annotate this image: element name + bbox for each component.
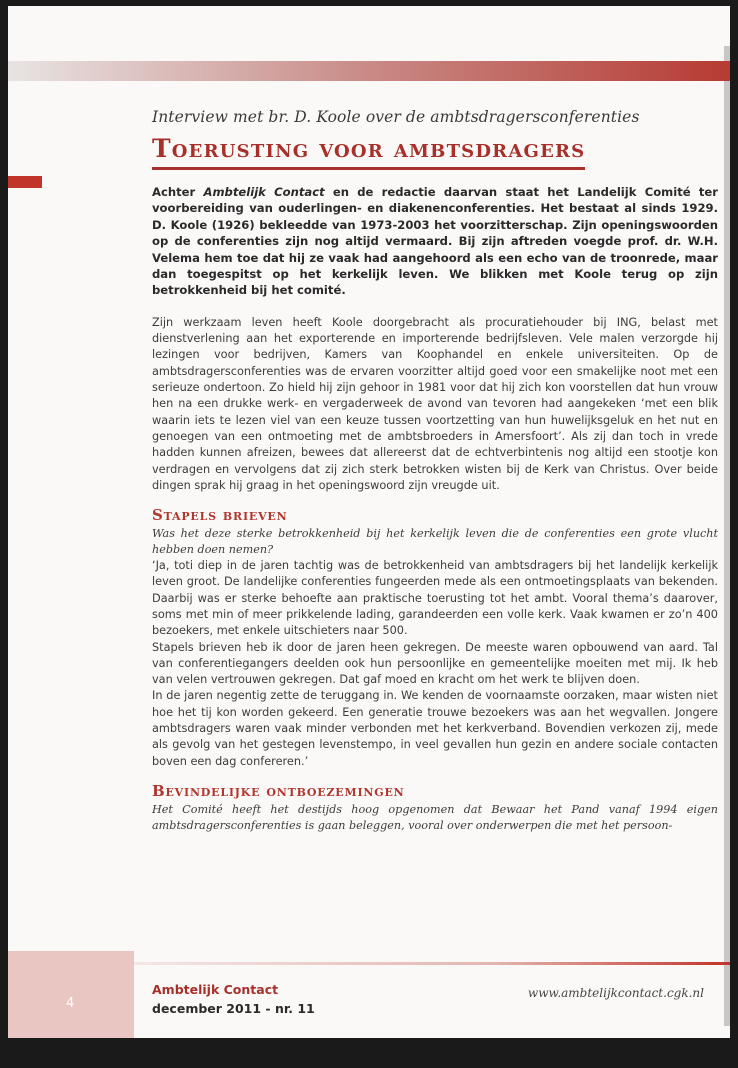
- magazine-page: [8, 6, 730, 1038]
- title-text: Toerusting voor ambtsdragers: [152, 134, 586, 163]
- article-title: [152, 134, 585, 170]
- article-kicker: Interview met br. D. Koole over de ambtsdragersconferenties: [152, 108, 640, 126]
- footer-issue: december 2011 - nr. 11: [152, 1001, 315, 1016]
- lead-magazine-name: Ambtelijk Contact: [203, 185, 325, 199]
- footer-rule: [134, 962, 730, 965]
- page-edge-shadow: [724, 46, 730, 1026]
- section-heading-bevindelijke: [152, 782, 718, 800]
- lead-text-end: en de redactie daarvan staat het Landelijk Comité ter voorbereiding van ouderlingen- en diakenenconferenties. Het bestaat al sinds 1929. D. Koole (1926) bekleedde van 1973-2003 het voorzitterschap. Zijn openingswoorden op de conferenties zijn nog altijd vermaard. Bij zijn aftreden voegde prof. dr. W.H. Velema hem toe dat hij ze vaak had aangehoord als een echo van de troonrede, maar dan toegespitst op het kerkelijk leven. We blikken met Koole terug op zijn betrokkenheid bij het comité.: [152, 185, 719, 298]
- decorative-left-mark: [8, 176, 42, 188]
- section1-heading-text: Stapels brieven: [152, 506, 288, 525]
- footer-masthead: [152, 982, 315, 1016]
- interview-question-1: Was het deze sterke betrokkenheid bij het kerkelijk leven die de conferenties een grote vlucht hebben doen nemen?: [152, 527, 718, 557]
- section2-heading-text: Bevindelijke ontboezemingen: [152, 781, 405, 800]
- section-heading-stapels-brieven: [152, 506, 718, 524]
- decorative-top-band: [8, 61, 730, 81]
- footer-brand: Ambtelijk Contact: [152, 982, 279, 997]
- page-number: 4: [66, 996, 75, 1011]
- article-intro: Zijn werkzaam leven heeft Koole doorgebracht als procuratiehouder bij ING, belast met dienstverlening aan het exporterende en importerende bedrijfsleven. Vele malen verzorgde hij lezingen voor bedrijven, Kamers van Koophandel en enkele universiteiten. Op de ambtsdragersconferenties was de ervaren voorzitter altijd goed voor een smakelijke noot met een serieuze ondertoon. Zo hield hij zijn gehoor in 1981 voor dat hij zich kon voorstellen dat hun vrouw hen na een drukke werk- en vergaderweek de avond van tevoren had aangekeken ‘met een blik waarin iets te lezen viel van een keuze tussen voortzetting van hun huwelijksgeluk en het nut en genoegen van een ontmoeting met de ambtsbroeders in Amersfoort’. Als zij dan toch in vrede hadden kunnen afreizen, bewees dat allereerst dat de echtverbintenis nog altijd een stootje kon verdragen en vervolgens dat zij zich sterk betrokken wisten bij de Kerk van Christus. Over beide dingen sprak hij graag in het openingswoord zijn vreugde uit.: [152, 315, 718, 492]
- lead-text-start: Achter: [152, 185, 204, 199]
- article-lead: [152, 184, 718, 299]
- footer-left-strip: [8, 951, 134, 1038]
- footer-url: www.ambtelijkcontact.cgk.nl: [527, 986, 704, 1000]
- answer-paragraph-3: In de jaren negentig zette de teruggang in. We kenden de voornaamste oorzaken, maar wisten niet hoe het tij kon worden gekeerd. Een generatie trouwe bezoekers was aan het wegvallen. Jongere ambtsdragers waren vaak minder verbonden met het kerkverband. Bovendien verkozen zij, mede als gevolg van het gestegen levenstempo, in veel gevallen hun gezin en andere sociale contacten boven een dag confereren.’: [152, 689, 718, 768]
- answer-paragraph-2: Stapels brieven heb ik door de jaren heen gekregen. De meeste waren opbouwend van aard. Tal van conferentiegangers deelden ook hun persoonlijke en gemeentelijke moeiten met mij. Ik heb van velen vertrouwen gekregen. Dat gaf moed en kracht om het werk te blijven doen.: [152, 640, 718, 687]
- answer-paragraph-1: ‘Ja, toti diep in de jaren tachtig was de betrokkenheid van ambtsdragers bij het landelijk kerkelijk leven groot. De landelijke conferenties fungeerden mede als een ontmoetingsplaats van bekenden. Daarbij was er sterke behoefte aan praktische toerusting tot het ambt. Vooral thema’s daarover, soms met min of meer prikkelende lading, garandeerden een volle kerk. Vaak kwamen er zo’n 400 bezoekers, met enkele uitschieters naar 500.: [152, 559, 718, 638]
- article: [152, 108, 718, 834]
- interview-question-2: Het Comité heeft het destijds hoog opgenomen dat Bewaar het Pand vanaf 1994 eigen ambtsdragersconferenties is gaan beleggen, vooral over onderwerpen die met het persoon-: [152, 802, 718, 832]
